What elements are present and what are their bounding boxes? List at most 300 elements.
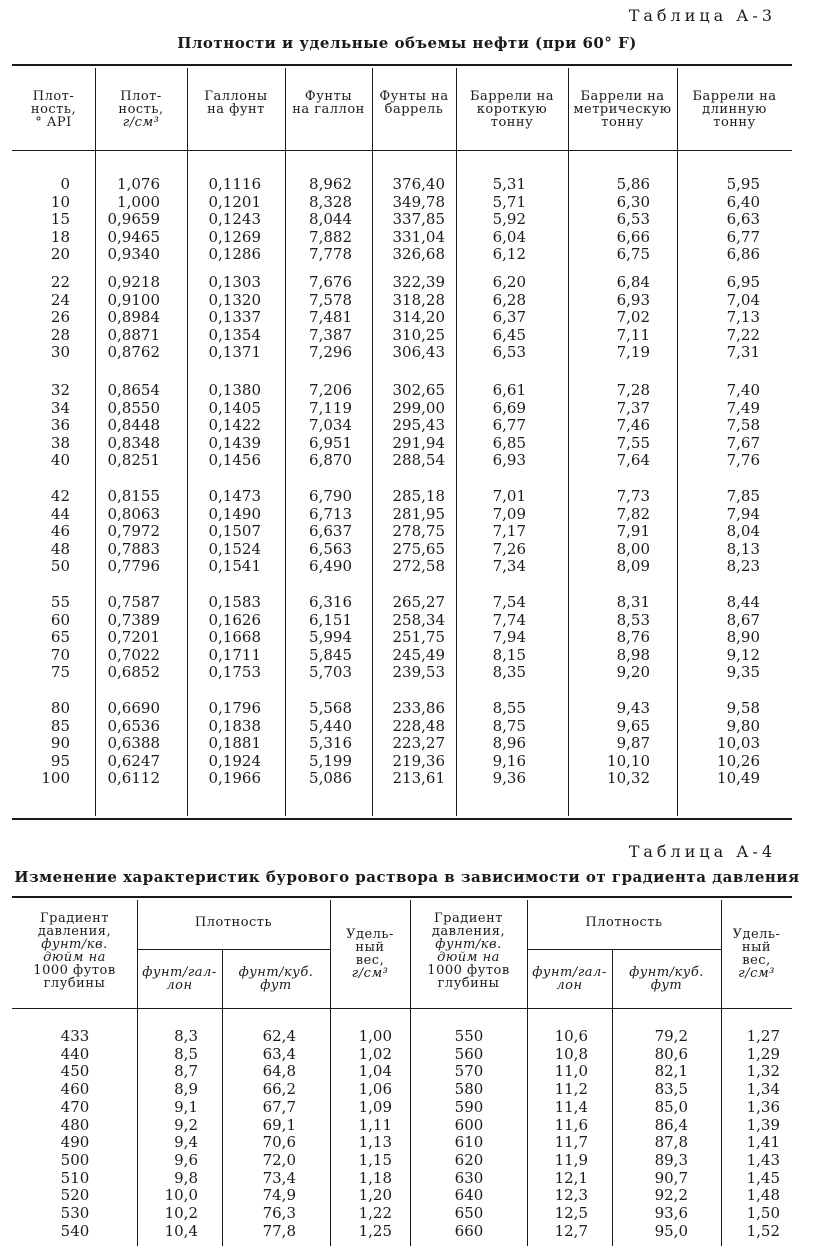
- t3-cell: 8,044: [309, 210, 352, 229]
- t3-cell: 0,1473: [208, 487, 261, 505]
- t3-cell: 0,7972: [107, 522, 160, 541]
- t4-cell: 1,29: [746, 1044, 780, 1063]
- t4-cell: 1,27: [746, 1027, 780, 1045]
- t3-cell: 6,69: [492, 398, 526, 417]
- t4-cell: 74,9: [262, 1186, 296, 1205]
- t3-cell: 0,1507: [208, 522, 261, 541]
- t3-cell: 8,75: [492, 716, 526, 735]
- t3-cell: 239,53: [392, 663, 445, 682]
- t4-cell: 1,52: [746, 1221, 780, 1240]
- t4-cell: 9,4: [174, 1133, 198, 1152]
- t3-cell: 0,8984: [107, 308, 160, 327]
- t3-cell: 6,85: [492, 433, 526, 452]
- t3-cell: 0,1320: [208, 290, 261, 309]
- t3-cell: 8,328: [309, 192, 352, 211]
- t3-cell: 5,845: [309, 645, 352, 664]
- t3-cell: 6,870: [309, 451, 352, 470]
- t3-cell: 6,563: [309, 539, 352, 558]
- table-a3-label: Таблица А-3: [628, 6, 776, 25]
- t3-cell: 272,58: [392, 557, 445, 576]
- t3-cell: 7,40: [726, 381, 760, 399]
- t3-cell: 1,076: [117, 175, 160, 193]
- t3-cell: 70: [50, 645, 70, 664]
- t3-cell: 0,1380: [208, 381, 261, 399]
- t3-cell: 90: [50, 734, 70, 753]
- t3-cell: 0,1371: [208, 343, 261, 362]
- t3-cell: 8,53: [616, 610, 650, 629]
- table-a4-density-rule-left: [137, 949, 330, 950]
- t3-cell: 6,66: [616, 227, 650, 246]
- t4-cell: 9,6: [174, 1150, 198, 1169]
- t3-cell: 5,703: [309, 663, 352, 682]
- t4-cell: 92,2: [654, 1186, 688, 1205]
- t4-cell: 11,9: [554, 1150, 588, 1169]
- t4-cell: 433: [60, 1027, 90, 1045]
- t3-cell: 85: [50, 716, 70, 735]
- t3-cell: 7,11: [616, 325, 650, 344]
- t3-cell: 6,77: [726, 227, 760, 246]
- t3-cell: 0,1286: [208, 245, 261, 264]
- t3-cell: 60: [50, 610, 70, 629]
- t3-cell: 0,9465: [107, 227, 160, 246]
- t3-cell: 6,61: [492, 381, 526, 399]
- t3-cell: 7,119: [309, 398, 352, 417]
- t3-cell: 5,71: [492, 192, 526, 211]
- t3-cell: 326,68: [392, 245, 445, 264]
- t3-cell: 0,1711: [208, 645, 261, 664]
- t4-cell: 11,6: [554, 1115, 588, 1134]
- t3-cell: 44: [50, 504, 70, 523]
- t3-cell: 7,37: [616, 398, 650, 417]
- t4-cell: 500: [60, 1150, 90, 1169]
- t3-cell: 285,18: [392, 487, 445, 505]
- t3-cell: 349,78: [392, 192, 445, 211]
- t4-header-density: Плотность: [585, 915, 663, 930]
- t4-cell: 64,8: [262, 1062, 296, 1081]
- t4-cell: 10,8: [554, 1044, 588, 1063]
- t4-subcolumn-divider: [222, 950, 223, 1246]
- t4-cell: 1,25: [358, 1221, 392, 1240]
- t4-cell: 90,7: [654, 1168, 688, 1187]
- t3-cell: 8,15: [492, 645, 526, 664]
- t3-cell: 50: [50, 557, 70, 576]
- table-a4-header-rule: [12, 1008, 792, 1009]
- t3-cell: 7,13: [726, 308, 760, 327]
- t3-cell: 0,8550: [107, 398, 160, 417]
- t4-cell: 10,2: [164, 1204, 198, 1222]
- t3-cell: 7,296: [309, 343, 352, 362]
- t3-cell: 48: [50, 539, 70, 558]
- t4-cell: 650: [454, 1204, 484, 1222]
- t3-cell: 0,1541: [208, 557, 261, 576]
- t4-cell: 1,48: [746, 1186, 780, 1205]
- t3-cell: 0,6112: [107, 769, 160, 788]
- t3-cell: 7,67: [726, 433, 760, 452]
- t4-subcolumn-divider: [612, 950, 613, 1246]
- t4-cell: 87,8: [654, 1133, 688, 1152]
- t3-cell: 6,53: [616, 210, 650, 229]
- t4-cell: 1,18: [358, 1168, 392, 1187]
- t3-cell: 6,790: [309, 487, 352, 505]
- t3-cell: 0,1966: [208, 769, 261, 788]
- t3-cell: 0,1354: [208, 325, 261, 344]
- t3-cell: 95: [50, 751, 70, 770]
- t3-cell: 0,7389: [107, 610, 160, 629]
- t3-cell: 6,28: [492, 290, 526, 309]
- t3-cell: 6,20: [492, 273, 526, 291]
- t3-cell: 6,637: [309, 522, 352, 541]
- t3-cell: 6,04: [492, 227, 526, 246]
- t3-cell: 80: [50, 699, 70, 717]
- t4-cell: 9,1: [174, 1097, 198, 1116]
- t3-cell: 7,85: [726, 487, 760, 505]
- t3-cell: 9,58: [726, 699, 760, 717]
- t3-cell: 15: [50, 210, 70, 229]
- t3-cell: 0,7201: [107, 628, 160, 647]
- t3-cell: 331,04: [392, 227, 445, 246]
- t4-cell: 510: [60, 1168, 90, 1187]
- t3-cell: 7,82: [616, 504, 650, 523]
- t4-cell: 490: [60, 1133, 90, 1152]
- t3-cell: 0,7796: [107, 557, 160, 576]
- t3-cell: 291,94: [392, 433, 445, 452]
- t3-cell: 7,387: [309, 325, 352, 344]
- table-a3-title: Плотности и удельные объемы нефти (при 60° F): [177, 34, 637, 52]
- t3-cell: 6,75: [616, 245, 650, 264]
- t3-cell: 245,49: [392, 645, 445, 664]
- t4-cell: 1,04: [358, 1062, 392, 1081]
- t3-cell: 0,8448: [107, 416, 160, 435]
- t3-cell: 30: [50, 343, 70, 362]
- t4-cell: 620: [454, 1150, 484, 1169]
- t3-cell: 8,35: [492, 663, 526, 682]
- t3-cell: 318,28: [392, 290, 445, 309]
- t3-cell: 42: [50, 487, 70, 505]
- t3-header-cell: Баррели на метрическую тонну: [573, 89, 672, 130]
- t3-cell: 0,1405: [208, 398, 261, 417]
- t3-cell: 265,27: [392, 593, 445, 611]
- t4-header-gradient: Градиент давления, фунт/кв. дюйм на 1000 футов глубины: [427, 911, 510, 991]
- t4-cell: 1,34: [746, 1080, 780, 1099]
- t4-cell: 1,00: [358, 1027, 392, 1045]
- t3-cell: 0,1668: [208, 628, 261, 647]
- t3-cell: 310,25: [392, 325, 445, 344]
- t4-header-lb-gal: фунт/гал- лон: [532, 965, 607, 993]
- t3-cell: 7,034: [309, 416, 352, 435]
- t4-cell: 520: [60, 1186, 90, 1205]
- t3-cell: 0,1626: [208, 610, 261, 629]
- t3-cell: 18: [50, 227, 70, 246]
- table-a4-label: Таблица А-4: [628, 842, 776, 861]
- t3-cell: 7,73: [616, 487, 650, 505]
- t3-cell: 0,1116: [208, 175, 261, 193]
- t3-cell: 36: [50, 416, 70, 435]
- t3-cell: 8,31: [616, 593, 650, 611]
- t3-cell: 26: [50, 308, 70, 327]
- t4-cell: 11,2: [554, 1080, 588, 1099]
- t3-cell: 7,09: [492, 504, 526, 523]
- t3-cell: 0,1583: [208, 593, 261, 611]
- t3-cell: 8,13: [726, 539, 760, 558]
- t3-cell: 8,09: [616, 557, 650, 576]
- t3-cell: 10,26: [717, 751, 760, 770]
- t3-cell: 7,17: [492, 522, 526, 541]
- t3-cell: 8,76: [616, 628, 650, 647]
- t4-cell: 10,4: [164, 1221, 198, 1240]
- t4-cell: 1,06: [358, 1080, 392, 1099]
- t4-header-gradient: Градиент давления, фунт/кв. дюйм на 1000 футов глубины: [33, 911, 116, 991]
- t3-cell: 10: [50, 192, 70, 211]
- t4-cell: 470: [60, 1097, 90, 1116]
- t3-cell: 7,206: [309, 381, 352, 399]
- t4-cell: 11,0: [554, 1062, 588, 1081]
- t3-cell: 7,31: [726, 343, 760, 362]
- t4-cell: 12,3: [554, 1186, 588, 1205]
- t3-cell: 0,8063: [107, 504, 160, 523]
- t4-cell: 8,7: [174, 1062, 198, 1081]
- t4-cell: 69,1: [262, 1115, 296, 1134]
- t4-cell: 79,2: [654, 1027, 688, 1045]
- t4-cell: 1,13: [358, 1133, 392, 1152]
- t4-cell: 540: [60, 1221, 90, 1240]
- t3-cell: 10,03: [717, 734, 760, 753]
- t4-cell: 9,2: [174, 1115, 198, 1134]
- t4-cell: 82,1: [654, 1062, 688, 1081]
- t4-cell: 67,7: [262, 1097, 296, 1116]
- t3-cell: 6,316: [309, 593, 352, 611]
- t3-cell: 7,02: [616, 308, 650, 327]
- t3-cell: 6,30: [616, 192, 650, 211]
- t3-cell: 8,23: [726, 557, 760, 576]
- t3-cell: 7,882: [309, 227, 352, 246]
- t3-cell: 7,74: [492, 610, 526, 629]
- t4-cell: 590: [454, 1097, 484, 1116]
- t4-cell: 76,3: [262, 1204, 296, 1222]
- t3-cell: 376,40: [392, 175, 445, 193]
- t3-cell: 0,9218: [107, 273, 160, 291]
- t3-cell: 281,95: [392, 504, 445, 523]
- t3-cell: 0,1796: [208, 699, 261, 717]
- t4-cell: 85,0: [654, 1097, 688, 1116]
- t3-cell: 275,65: [392, 539, 445, 558]
- t3-cell: 0,7587: [107, 593, 160, 611]
- t3-cell: 228,48: [392, 716, 445, 735]
- t4-cell: 63,4: [262, 1044, 296, 1063]
- t3-cell: 8,962: [309, 175, 352, 193]
- t4-cell: 93,6: [654, 1204, 688, 1222]
- t4-cell: 89,3: [654, 1150, 688, 1169]
- table-a3-bottom-rule: [12, 818, 792, 820]
- t3-cell: 7,94: [492, 628, 526, 647]
- t3-cell: 6,53: [492, 343, 526, 362]
- t3-cell: 9,12: [726, 645, 760, 664]
- t3-cell: 314,20: [392, 308, 445, 327]
- t3-cell: 6,86: [726, 245, 760, 264]
- t3-cell: 0,1243: [208, 210, 261, 229]
- t4-cell: 8,9: [174, 1080, 198, 1099]
- t4-cell: 8,5: [174, 1044, 198, 1063]
- t4-cell: 95,0: [654, 1221, 688, 1240]
- t3-cell: 302,65: [392, 381, 445, 399]
- t3-cell: 6,77: [492, 416, 526, 435]
- t3-cell: 7,04: [726, 290, 760, 309]
- t4-cell: 1,22: [358, 1204, 392, 1222]
- t3-cell: 5,316: [309, 734, 352, 753]
- t3-cell: 0,1201: [208, 192, 261, 211]
- t3-cell: 6,95: [726, 273, 760, 291]
- t3-header-cell: Баррели на длинную тонну: [692, 89, 777, 130]
- t3-cell: 295,43: [392, 416, 445, 435]
- t4-cell: 1,43: [746, 1150, 780, 1169]
- t3-cell: 7,676: [309, 273, 352, 291]
- t3-cell: 7,91: [616, 522, 650, 541]
- t4-header-sg: Удель- ный вес, г/см³: [346, 927, 394, 981]
- t3-cell: 5,86: [616, 175, 650, 193]
- t3-cell: 9,65: [616, 716, 650, 735]
- t4-cell: 640: [454, 1186, 484, 1205]
- t4-cell: 8,3: [174, 1027, 198, 1045]
- t3-cell: 6,713: [309, 504, 352, 523]
- t3-cell: 8,98: [616, 645, 650, 664]
- t3-cell: 0,9659: [107, 210, 160, 229]
- t3-cell: 0,9100: [107, 290, 160, 309]
- t3-cell: 6,45: [492, 325, 526, 344]
- t4-cell: 660: [454, 1221, 484, 1240]
- t3-cell: 0,1269: [208, 227, 261, 246]
- t3-cell: 0,1838: [208, 716, 261, 735]
- t4-cell: 66,2: [262, 1080, 296, 1099]
- t3-cell: 6,12: [492, 245, 526, 264]
- t4-cell: 440: [60, 1044, 90, 1063]
- t3-cell: 7,28: [616, 381, 650, 399]
- t4-cell: 80,6: [654, 1044, 688, 1063]
- t3-cell: 7,34: [492, 557, 526, 576]
- t3-cell: 8,44: [726, 593, 760, 611]
- t3-cell: 0,1303: [208, 273, 261, 291]
- t4-cell: 9,8: [174, 1168, 198, 1187]
- t4-cell: 72,0: [262, 1150, 296, 1169]
- t4-cell: 1,39: [746, 1115, 780, 1134]
- t3-cell: 6,951: [309, 433, 352, 452]
- t3-cell: 7,76: [726, 451, 760, 470]
- t4-cell: 1,11: [358, 1115, 392, 1134]
- t3-cell: 7,19: [616, 343, 650, 362]
- t4-cell: 600: [454, 1115, 484, 1134]
- t4-cell: 610: [454, 1133, 484, 1152]
- t4-cell: 570: [454, 1062, 484, 1081]
- t3-cell: 233,86: [392, 699, 445, 717]
- t3-cell: 0,1456: [208, 451, 261, 470]
- t4-cell: 10,0: [164, 1186, 198, 1205]
- table-a4-density-rule-right: [527, 949, 721, 950]
- t3-header-cell: Баррели на короткую тонну: [469, 89, 555, 130]
- t3-cell: 6,151: [309, 610, 352, 629]
- t3-cell: 288,54: [392, 451, 445, 470]
- t3-cell: 9,43: [616, 699, 650, 717]
- t3-cell: 32: [50, 381, 70, 399]
- t4-cell: 73,4: [262, 1168, 296, 1187]
- t3-cell: 0,9340: [107, 245, 160, 264]
- t4-cell: 12,1: [554, 1168, 588, 1187]
- t4-header-sg: Удель- ный вес, г/см³: [732, 927, 781, 981]
- t3-cell: 299,00: [392, 398, 445, 417]
- t3-cell: 0: [60, 175, 70, 193]
- t3-cell: 7,778: [309, 245, 352, 264]
- t3-cell: 0,8348: [107, 433, 160, 452]
- t3-cell: 322,39: [392, 273, 445, 291]
- t3-cell: 5,199: [309, 751, 352, 770]
- t3-cell: 9,36: [492, 769, 526, 788]
- t3-cell: 7,49: [726, 398, 760, 417]
- t4-cell: 11,7: [554, 1133, 588, 1152]
- t3-cell: 8,00: [616, 539, 650, 558]
- t3-cell: 9,35: [726, 663, 760, 682]
- t3-cell: 8,90: [726, 628, 760, 647]
- t4-cell: 62,4: [262, 1027, 296, 1045]
- t3-cell: 7,01: [492, 487, 526, 505]
- t3-cell: 278,75: [392, 522, 445, 541]
- table-a3-header-rule: [12, 150, 792, 151]
- t3-cell: 0,1439: [208, 433, 261, 452]
- t3-cell: 6,37: [492, 308, 526, 327]
- t4-cell: 1,45: [746, 1168, 780, 1187]
- t3-cell: 5,440: [309, 716, 352, 735]
- t4-header-density: Плотность: [194, 915, 273, 930]
- t3-cell: 5,568: [309, 699, 352, 717]
- t3-cell: 10,10: [607, 751, 650, 770]
- t3-cell: 8,04: [726, 522, 760, 541]
- t3-cell: 8,55: [492, 699, 526, 717]
- t4-cell: 480: [60, 1115, 90, 1134]
- t3-cell: 9,20: [616, 663, 650, 682]
- t3-cell: 7,578: [309, 290, 352, 309]
- table-a4-title: Изменение характеристик бурового раствора в зависимости от градиента давления: [14, 868, 800, 886]
- t3-cell: 8,67: [726, 610, 760, 629]
- t3-cell: 7,64: [616, 451, 650, 470]
- t3-cell: 5,95: [726, 175, 760, 193]
- t3-cell: 0,6247: [107, 751, 160, 770]
- t4-cell: 1,09: [358, 1097, 392, 1116]
- t3-cell: 5,31: [492, 175, 526, 193]
- t3-cell: 0,1422: [208, 416, 261, 435]
- t4-cell: 1,02: [358, 1044, 392, 1063]
- t3-cell: 258,34: [392, 610, 445, 629]
- t3-cell: 8,96: [492, 734, 526, 753]
- t3-cell: 5,994: [309, 628, 352, 647]
- t4-cell: 10,6: [554, 1027, 588, 1045]
- t3-cell: 251,75: [392, 628, 445, 647]
- t3-cell: 6,84: [616, 273, 650, 291]
- t3-cell: 7,55: [616, 433, 650, 452]
- t3-header-cell: Фунты на галлон: [292, 89, 365, 117]
- t3-cell: 5,086: [309, 769, 352, 788]
- t3-cell: 0,6388: [107, 734, 160, 753]
- t4-cell: 1,32: [746, 1062, 780, 1081]
- t3-header-cell: Фунты на баррель: [379, 89, 449, 117]
- t3-cell: 6,93: [492, 451, 526, 470]
- t3-header-cell: Плот- ность, г/см³: [118, 89, 164, 130]
- t3-cell: 22: [50, 273, 70, 291]
- t3-cell: 0,6690: [107, 699, 160, 717]
- t3-cell: 0,1881: [208, 734, 261, 753]
- t4-cell: 450: [60, 1062, 90, 1081]
- t3-cell: 75: [50, 663, 70, 682]
- t3-cell: 223,27: [392, 734, 445, 753]
- t3-cell: 0,7883: [107, 539, 160, 558]
- t3-cell: 5,92: [492, 210, 526, 229]
- t3-cell: 10,49: [717, 769, 760, 788]
- t3-cell: 46: [50, 522, 70, 541]
